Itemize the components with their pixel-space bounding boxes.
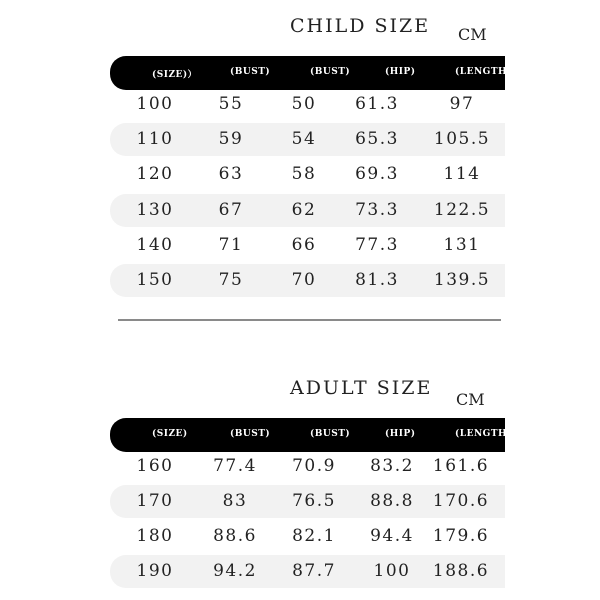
cell-length: 122.5 [433,200,491,220]
cell-bust: 62 [291,200,317,220]
cell-hip: 61.3 [355,94,399,114]
adult-table-row [110,450,505,483]
adult-table-row [110,485,505,518]
header-length: (LENGTH) [455,429,512,439]
cell-bust: 77.4 [213,456,257,476]
child-table-row [110,229,505,262]
child-table-row [110,88,505,121]
cell-bust: 88.6 [213,526,257,546]
cell-bust: 70.9 [292,456,336,476]
cell-bust: 76.5 [292,491,336,511]
adult-table-row [110,520,505,553]
cell-length: 139.5 [433,270,491,290]
child-table-row [110,194,505,227]
header-length: (LENGTH) [455,67,512,77]
cell-hip: 88.8 [370,491,414,511]
cell-hip: 100 [373,561,411,581]
cell-bust: 66 [291,235,317,255]
cell-size: 130 [136,200,174,220]
cell-length: 131 [443,235,481,255]
header-size: (SIZE)） [152,70,198,80]
cell-length: 188.6 [432,561,490,581]
cell-size: 150 [136,270,174,290]
cell-bust: 54 [291,129,317,149]
header-bust: (BUST) [230,67,271,77]
cell-bust: 55 [218,94,244,114]
cell-size: 180 [136,526,174,546]
cell-size: 170 [136,491,174,511]
cell-bust: 82.1 [292,526,336,546]
header-hip: (HIP) [385,429,416,439]
cell-bust: 67 [218,200,244,220]
cell-size: 100 [136,94,174,114]
header-hip: (HIP) [385,67,416,77]
header-bust: (BUST) [310,429,351,439]
child-unit-label: CM [458,25,487,44]
child-size-title: CHILD SIZE [290,15,431,37]
child-table-row [110,264,505,297]
cell-size: 140 [136,235,174,255]
adult-table-row [110,555,505,588]
header-size: (SIZE) [152,429,188,439]
child-table-row [110,158,505,191]
section-divider [118,319,501,321]
cell-size: 110 [136,129,174,149]
cell-hip: 77.3 [355,235,399,255]
header-bust: (BUST) [230,429,271,439]
header-bust: (BUST) [310,67,351,77]
cell-hip: 69.3 [355,164,399,184]
cell-bust: 63 [218,164,244,184]
cell-bust: 75 [218,270,244,290]
adult-table-header [110,418,512,452]
child-table-row [110,123,505,156]
cell-bust: 50 [291,94,317,114]
cell-bust: 94.2 [213,561,257,581]
cell-hip: 81.3 [355,270,399,290]
cell-hip: 83.2 [370,456,414,476]
adult-unit-label: CM [456,390,485,409]
child-table-header [110,56,512,90]
cell-bust: 59 [218,129,244,149]
cell-length: 97 [449,94,475,114]
cell-hip: 73.3 [355,200,399,220]
cell-bust: 70 [291,270,317,290]
cell-bust: 87.7 [292,561,336,581]
cell-bust: 71 [218,235,244,255]
adult-size-title: ADULT SIZE [290,377,433,399]
cell-size: 120 [136,164,174,184]
cell-length: 105.5 [433,129,491,149]
cell-hip: 65.3 [355,129,399,149]
cell-length: 161.6 [432,456,490,476]
cell-bust: 58 [291,164,317,184]
cell-bust: 83 [222,491,248,511]
cell-length: 170.6 [432,491,490,511]
cell-length: 114 [443,164,481,184]
cell-length: 179.6 [432,526,490,546]
cell-size: 160 [136,456,174,476]
cell-size: 190 [136,561,174,581]
cell-hip: 94.4 [370,526,414,546]
